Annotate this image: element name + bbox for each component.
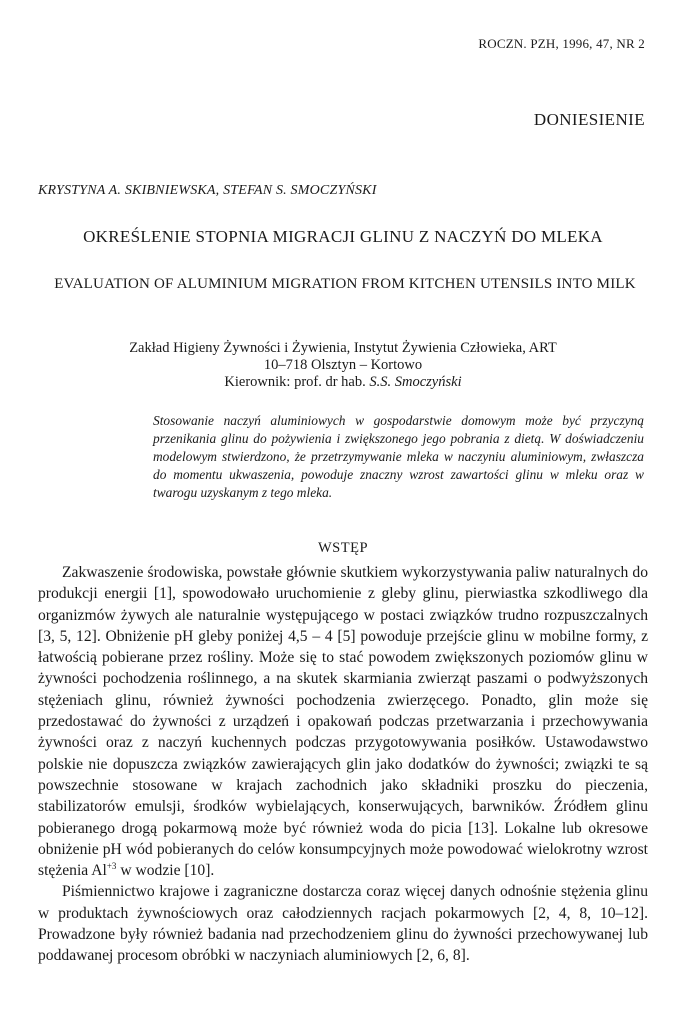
paragraph-2: Piśmiennictwo krajowe i zagraniczne dostarcza coraz więcej danych odnośnie stężenia glinu w produktach żywnościowych oraz całodziennych racjach pokarmowych [2, 4, 8, 10–12]. Prowadzone były również badania nad przechodzeniem glinu do żywności przechowywanej lub poddawanej procesom obróbki w naczyniach aluminiowych [2, 6, 8].: [38, 883, 648, 965]
abstract: Stosowanie naczyń aluminiowych w gospodarstwie domowym może być przyczyną przenikania glinu do pożywienia i zwiększonego jego pobrania z dietą. W doświadczeniu modelowym stwierdzono, że przetrzymywanie mleka w naczyniu aluminiowym, zwłaszcza do momentu ukwaszenia, powoduje znaczny wzrost zawartości glinu w mleku oraz w twarogu uzyskanym z tego mleka.: [153, 413, 644, 500]
affiliation: [38, 340, 648, 391]
affiliation-head: [38, 374, 648, 391]
paragraph-1-end: w wodzie [10].: [116, 862, 215, 880]
article-type: DONIESIENIE: [533, 110, 645, 129]
affiliation-head-name: S.S. Smoczyński: [369, 374, 462, 390]
title-english: EVALUATION OF ALUMINIUM MIGRATION FROM KITCHEN UTENSILS INTO MILK: [54, 276, 636, 292]
authors: KRYSTYNA A. SKIBNIEWSKA, STEFAN S. SMOCZYŃSKI: [38, 183, 377, 198]
superscript: +3: [106, 860, 117, 871]
affiliation-address: 10–718 Olsztyn – Kortowo: [263, 357, 423, 373]
paragraph-1: [38, 562, 648, 881]
affiliation-institute: Zakład Higieny Żywności i Żywienia, Instytut Żywienia Człowieka, ART: [129, 340, 557, 356]
title-polish: OKREŚLENIE STOPNIA MIGRACJI GLINU Z NACZYŃ DO MLEKA: [83, 227, 603, 246]
paragraph-1-text: Zakwaszenie środowiska, powstałe głównie skutkiem wykorzystywania paliw naturalnych do produkcji energii [1], spowodowało uruchomienie z gleby glinu, pierwiastka szkodliwego dla organizmów żywych ale naturalnie występującego w postaci związków trudno rozpuszczalnych [3, 5, 12]. Obniżenie pH gleby poniżej 4,5 – 4 [5] powoduje przejście glinu w mobilne formy, z łatwością pobierane przez rośliny. Może się to stać powodem zwiększonych poziomów glinu w żywności pochodzenia roślinnego, a na skutek skarmiania zwierząt paszami o podwyższonych stężeniach glinu, również żywności pochodzenia zwierzęcego. Ponadto, glin może się przedostawać do żywności z urządzeń i opakowań podczas przetwarzania i przechowywania żywności oraz z naczyń kuchennych podczas przygotowywania posiłków. Ustawodawstwo polskie nie dopuszcza związków zawierających glin jako dodatków do żywności; związki te są powszechnie stosowane w krajach zachodnich jako składniki proszku do pieczenia, stabilizatorów emulsji, środków wybielających, konserwujących, barwników. Źródłem glinu pobieranego drogą pokarmową może być również woda do picia [13]. Lokalne lub okresowe obniżenie pH wód pobieranych do celów konsumpcyjnych może powodować wielokrotny wzrost stężenia Al: [38, 564, 648, 880]
affiliation-head-label: Kierownik: prof. dr hab.: [224, 374, 370, 390]
section-heading: WSTĘP: [317, 540, 369, 556]
journal-citation: ROCZN. PZH, 1996, 47, NR 2: [478, 36, 645, 51]
body-text: [38, 562, 648, 967]
